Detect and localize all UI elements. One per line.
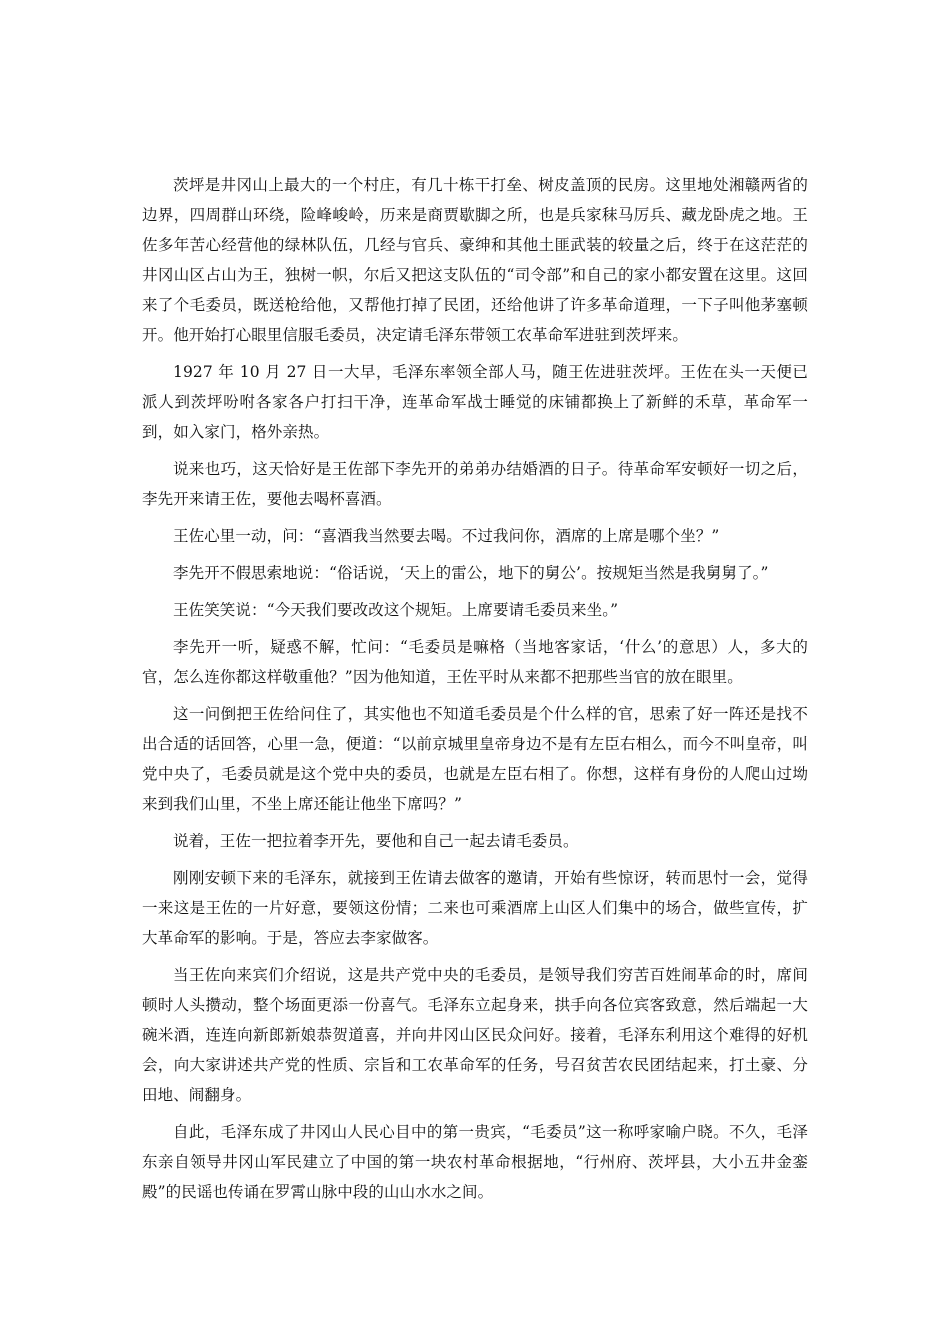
paragraph-11: 当王佐向来宾们介绍说，这是共产党中央的毛委员，是领导我们穷苦百姓闹革命的时，席间顿时人头攒动，整个场面更添一份喜气。毛泽东立起身来，拱手向各位宾客致意，然后端起一大碗米酒，连连向新郎新娘恭贺道喜，并向井冈山区民众问好。接着，毛泽东利用这个难得的好机会，向大家讲述共产党的性质、宗旨和工农革命军的任务，号召贫苦农民团结起来，打土豪、分田地、闹翻身。	[142, 966, 808, 1104]
paragraph-12: 自此，毛泽东成了井冈山人民心目中的第一贵宾，“毛委员”这一称呼家喻户晓。不久，毛泽东亲自领导井冈山军民建立了中国的第一块农村革命根据地，“行州府、茨坪县，大小五井金銮殿”的民谣也传诵在罗霄山脉中段的山山水水之间。	[142, 1123, 808, 1201]
paragraph-3: 说来也巧，这天恰好是王佐部下李先开的弟弟办结婚酒的日子。待革命军安顿好一切之后，李先开来请王佐，要他去喝杯喜酒。	[142, 460, 808, 508]
document-body	[142, 170, 808, 1214]
paragraph-9: 说着，王佐一把拉着李开先，要他和自己一起去请毛委员。	[173, 832, 579, 850]
paragraph-6: 王佐笑笑说：“今天我们要改改这个规矩。上席要请毛委员来坐。”	[173, 601, 619, 619]
paragraph-8: 这一问倒把王佐给问住了，其实他也不知道毛委员是个什么样的官，思索了好一阵还是找不出合适的话回答，心里一急，便道：“以前京城里皇帝身边不是有左臣右相么，而今不叫皇帝，叫党中央了，毛委员就是这个党中央的委员，也就是左臣右相了。你想，这样有身份的人爬山过坳来到我们山里，不坐上席还能让他坐下席吗？”	[142, 705, 808, 813]
paragraph-1: 茨坪是井冈山上最大的一个村庄，有几十栋干打垒、树皮盖顶的民房。这里地处湘赣两省的边界，四周群山环绕，险峰峻岭，历来是商贾歇脚之所，也是兵家秣马厉兵、藏龙卧虎之地。王佐多年苦心经营他的绿林队伍，几经与官兵、豪绅和其他土匪武装的较量之后，终于在这茫茫的井冈山区占山为王，独树一帜，尔后又把这支队伍的“司令部”和自己的家小都安置在这里。这回来了个毛委员，既送枪给他，又帮他打掉了民团，还给他讲了许多革命道理，一下子叫他茅塞顿开。他开始打心眼里信服毛委员，决定请毛泽东带领工农革命军进驻到茨坪来。	[142, 176, 808, 344]
paragraph-4: 王佐心里一动，问：“喜酒我当然要去喝。不过我问你，酒席的上席是哪个坐？”	[173, 527, 720, 545]
paragraph-10: 刚刚安顿下来的毛泽东，就接到王佐请去做客的邀请，开始有些惊讶，转而思忖一会，觉得一来这是王佐的一片好意，要领这份情；二来也可乘酒席上山区人们集中的场合，做些宣传，扩大革命军的影响。于是，答应去李家做客。	[142, 869, 808, 947]
paragraph-7: 李先开一听，疑惑不解，忙问：“毛委员是嘛格（当地客家话，‘什么’的意思）人，多大的官，怎么连你都这样敬重他？”因为他知道，王佐平时从来都不把那些当官的放在眼里。	[142, 638, 808, 686]
paragraph-5: 李先开不假思索地说：“俗话说，‘天上的雷公，地下的舅公’。按规矩当然是我舅舅了。”	[173, 564, 769, 582]
paragraph-2: 1927 年 10 月 27 日一大早，毛泽东率领全部人马，随王佐进驻茨坪。王佐在头一天便已派人到茨坪吩咐各家各户打扫干净，连革命军战士睡觉的床铺都换上了新鲜的禾草，革命军一到，如入家门，格外亲热。	[142, 363, 808, 441]
